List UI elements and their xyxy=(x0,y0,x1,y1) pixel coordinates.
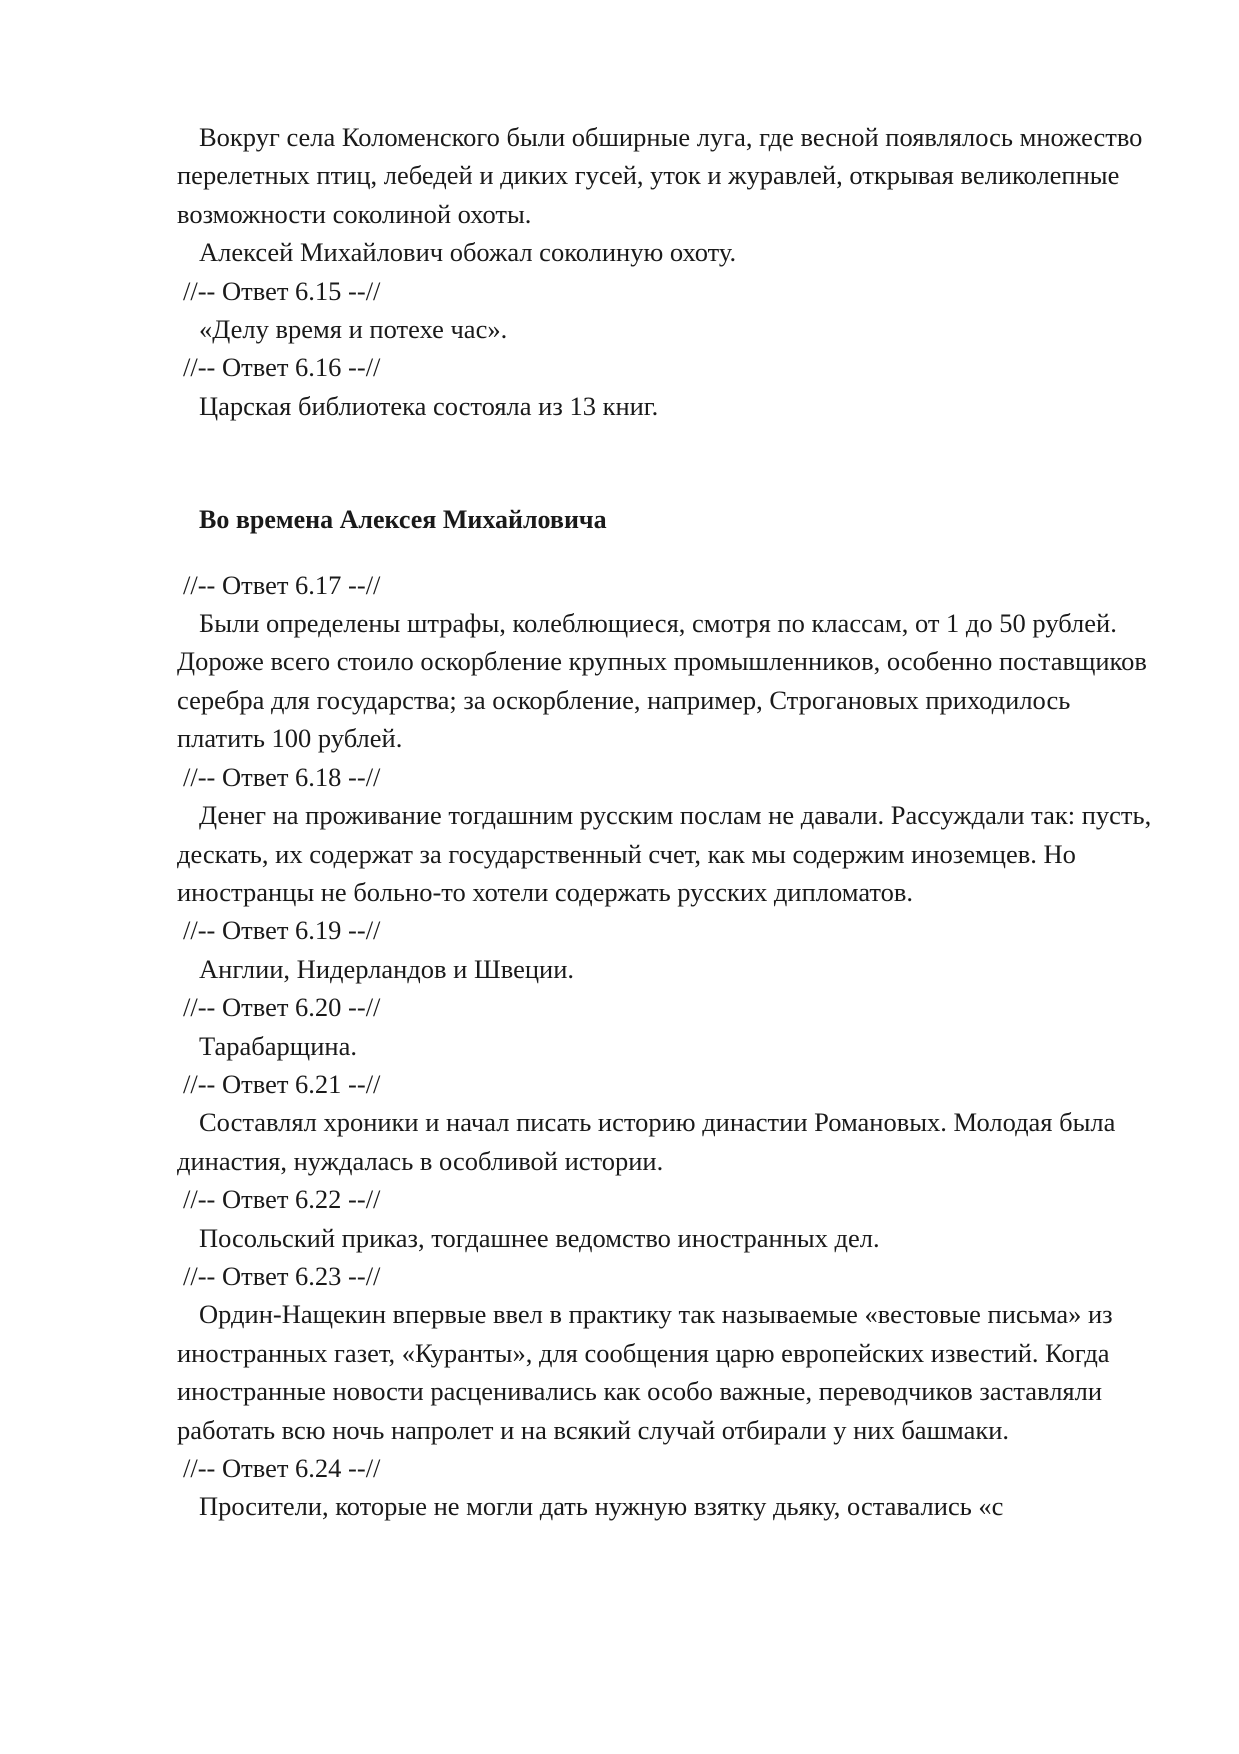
answer-text-6-23: Ордин-Нащекин впервые ввел в практику так называемые «вестовые письма» из иностранных газет, «Куранты», для сообщения царю европейских известий. Когда иностранные новости расценивались как особо важные, переводчиков заставляли работать всю ночь напролет и на всякий случай отбирали у них башмаки. xyxy=(177,1299,1113,1445)
answer-marker-6-18: //-- Ответ 6.18 --// xyxy=(183,761,381,792)
answer-text-6-19: Англии, Нидерландов и Швеции. xyxy=(199,953,575,984)
answer-marker-6-15: //-- Ответ 6.15 --// xyxy=(183,275,381,306)
answer-text-6-15: «Делу время и потехе час». xyxy=(199,314,508,345)
answer-text-6-18: Денег на проживание тогдашним русским послам не давали. Рассуждали так: пусть, дескать, их содержат за государственный счет, как мы содержим иноземцев. Но иностранцы не больно-то хотели содержать русских дипломатов. xyxy=(177,800,1152,907)
answer-text-6-24: Просители, которые не могли дать нужную взятку дьяку, оставались «с xyxy=(199,1491,1004,1522)
heading-spacer xyxy=(177,540,1157,566)
answer-text-6-20: Тарабарщина. xyxy=(199,1030,357,1061)
answer-marker-6-17: //-- Ответ 6.17 --// xyxy=(183,569,381,600)
answer-text-6-16: Царская библиотека состояла из 13 книг. xyxy=(199,390,659,421)
paragraph-kolomenskoye-meadows: Вокруг села Коломенского были обширные луга, где весной появлялось множество перелетных птиц, лебедей и диких гусей, уток и журавлей, открывая великолепные возможности соколиной охоты. xyxy=(177,122,1143,229)
paragraph-falconry: Алексей Михайлович обожал соколиную охоту. xyxy=(199,237,737,268)
answer-marker-6-20: //-- Ответ 6.20 --// xyxy=(183,992,381,1023)
answer-marker-6-16: //-- Ответ 6.16 --// xyxy=(183,352,381,383)
section-spacer xyxy=(177,425,1157,501)
answer-marker-6-21: //-- Ответ 6.21 --// xyxy=(183,1068,381,1099)
answer-marker-6-22: //-- Ответ 6.22 --// xyxy=(183,1184,381,1215)
answer-text-6-22: Посольский приказ, тогдашнее ведомство иностранных дел. xyxy=(199,1222,880,1253)
answer-text-6-17: Были определены штрафы, колеблющиеся, смотря по классам, от 1 до 50 рублей. Дороже всего стоило оскорбление крупных промышленников, особенно поставщиков серебра для государства; за оскорбление, например, Строгановых приходилось платить 100 рублей. xyxy=(177,608,1147,754)
section-heading: Во времена Алексея Михайловича xyxy=(199,505,607,535)
document-page xyxy=(177,118,1157,1526)
answer-text-6-21: Составлял хроники и начал писать историю династии Романовых. Молодая была династия, нуждалась в особливой истории. xyxy=(177,1107,1116,1176)
answer-marker-6-23: //-- Ответ 6.23 --// xyxy=(183,1260,381,1291)
answer-marker-6-19: //-- Ответ 6.19 --// xyxy=(183,915,381,946)
answer-marker-6-24: //-- Ответ 6.24 --// xyxy=(183,1453,381,1483)
